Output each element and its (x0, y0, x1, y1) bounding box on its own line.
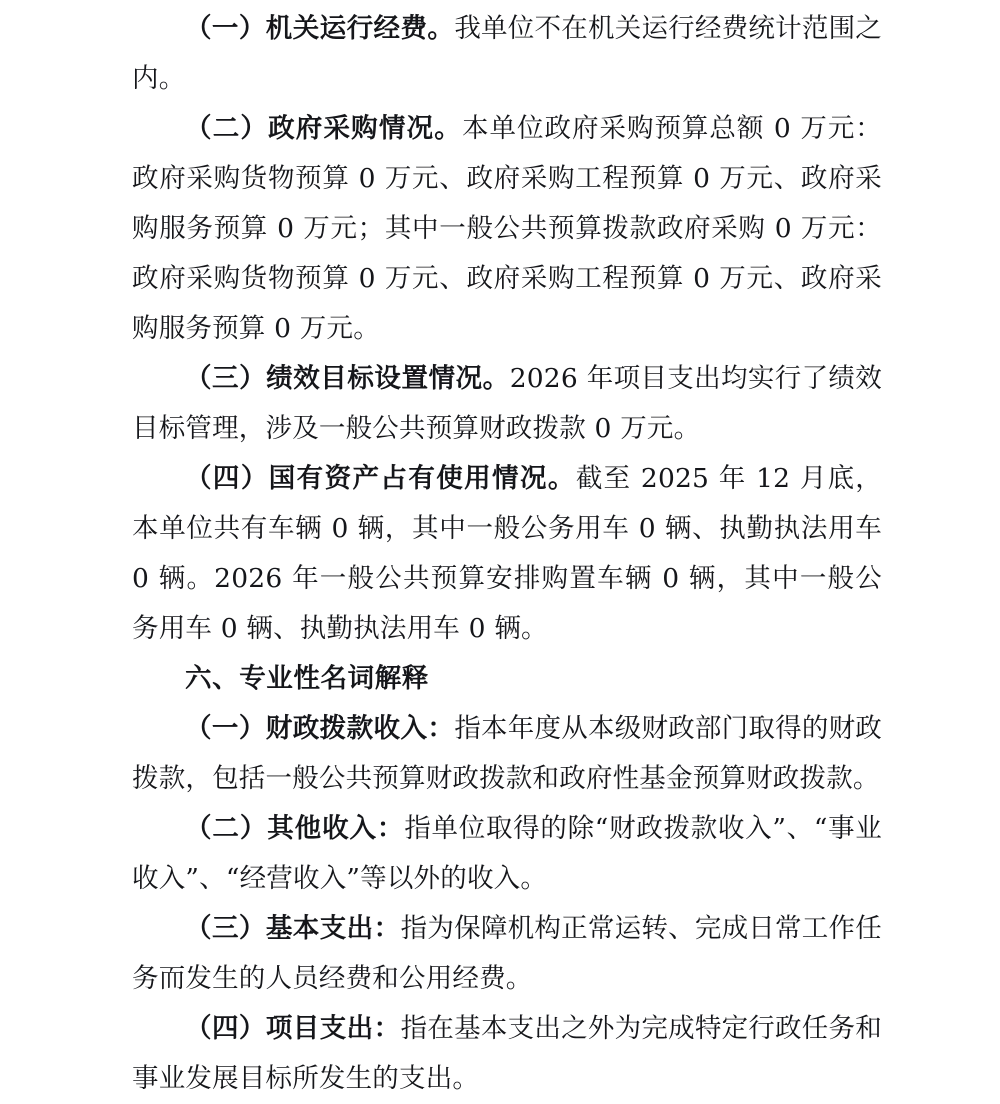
paragraph-body: 指为保障机构正常运转、完成日常工作任务而发生的人员经费和公用经费。 (132, 913, 883, 994)
paragraph-lead: （一）机关运行经费。 (185, 13, 455, 44)
paragraph-body: 2026 年项目支出均实行了绩效目标管理，涉及一般公共预算财政拨款 0 万元。 (132, 363, 882, 444)
paragraph-item-3 (132, 354, 882, 454)
paragraph-body: 本单位政府采购预算总额 0 万元：政府采购货物预算 0 万元、政府采购工程预算 0 万元、政府采购服务预算 0 万元；其中一般公共预算拨款政府采购 0 万元：政府采购货物预算 0 万元、政府采购工程预算 0 万元、政府采购服务预算 0 万元。 (132, 113, 883, 344)
paragraph-glossary-3 (132, 904, 882, 1004)
paragraph-item-2 (132, 104, 882, 354)
paragraph-glossary-4 (132, 1004, 882, 1104)
paragraph-lead: （四）国有资产占有使用情况。 (185, 463, 576, 494)
paragraph-body: 指单位取得的除“财政拨款收入”、“事业收入”、“经营收入”等以外的收入。 (132, 813, 882, 894)
paragraph-body: 指本年度从本级财政部门取得的财政拨款，包括一般公共预算财政拨款和政府性基金预算财政拨款。 (132, 713, 883, 794)
paragraph-body: 我单位不在机关运行经费统计范围之内。 (132, 13, 883, 94)
paragraph-lead: （一）财政拨款收入： (185, 713, 455, 744)
paragraph-lead: （三）基本支出： (185, 913, 401, 944)
paragraph-glossary-2 (132, 804, 882, 904)
paragraph-body: 指在基本支出之外为完成特定行政任务和事业发展目标所发生的支出。 (132, 1013, 883, 1094)
paragraph-lead: （四）项目支出： (185, 1013, 401, 1044)
paragraph-lead: （二）其他收入： (185, 813, 405, 844)
paragraph-item-4 (132, 454, 882, 654)
paragraph-glossary-1 (132, 704, 882, 804)
paragraph-body: 截至 2025 年 12 月底，本单位共有车辆 0 辆，其中一般公务用车 0 辆、执勤执法用车 0 辆。2026 年一般公共预算安排购置车辆 0 辆，其中一般公务用车 0 辆、执勤执法用车 0 辆。 (132, 463, 882, 644)
section-heading: 六、专业性名词解释 (185, 663, 429, 694)
paragraph-lead: （三）绩效目标设置情况。 (185, 363, 510, 394)
paragraph-lead: （二）政府采购情况。 (185, 113, 462, 144)
paragraph-item-1 (132, 4, 882, 104)
